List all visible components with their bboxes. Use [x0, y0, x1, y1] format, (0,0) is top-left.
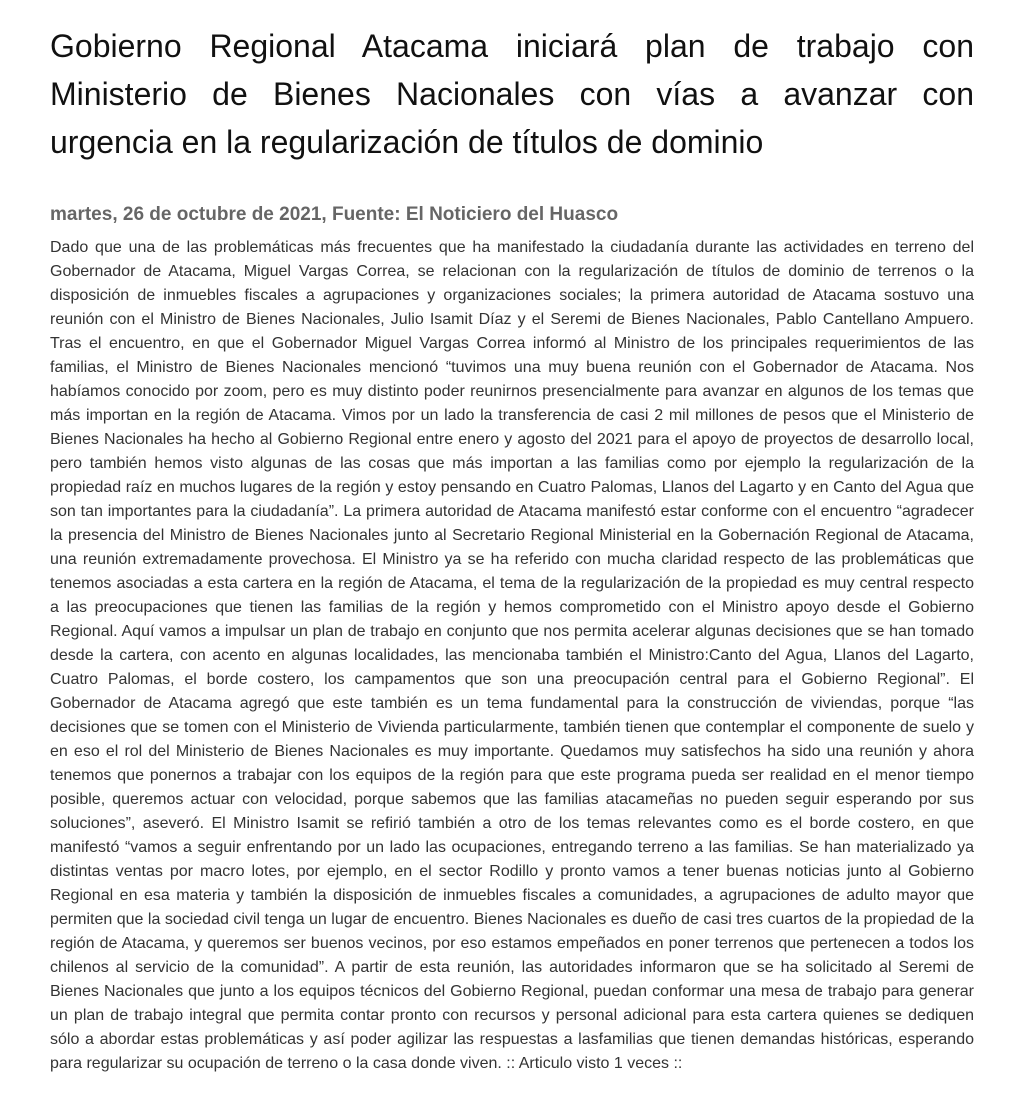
- article-title: Gobierno Regional Atacama iniciará plan de trabajo con Ministerio de Bienes Nacionales con vías a avanzar con urgencia en la regularización de títulos de dominio: [50, 28, 974, 160]
- article-body: Dado que una de las problemáticas más frecuentes que ha manifestado la ciudadanía durante las actividades en terreno del Gobernador de Atacama, Miguel Vargas Correa, se relacionan con la regularización de títulos de dominio de terrenos o la disposición de inmuebles fiscales a agrupaciones y organizaciones sociales; la primera autoridad de Atacama sostuvo una reunión con el Ministro de Bienes Nacionales, Julio Isamit Díaz y el Seremi de Bienes Nacionales, Pablo Cantellano Ampuero. Tras el encuentro, en que el Gobernador Miguel Vargas Correa informó al Ministro de los principales requerimientos de las familias, el Ministro de Bienes Nacionales mencionó “tuvimos una muy buena reunión con el Gobernador de Atacama. Nos habíamos conocido por zoom, pero es muy distinto poder reunirnos presencialmente para avanzar en algunos de los temas que más importan en la región de Atacama. Vimos por un lado la transferencia de casi 2 mil millones de pesos que el Ministerio de Bienes Nacionales ha hecho al Gobierno Regional entre enero y agosto del 2021 para el apoyo de proyectos de desarrollo local, pero también hemos visto algunas de las cosas que más importan a las familias como por ejemplo la regularización de la propiedad raíz en muchos lugares de la región y estoy pensando en Cuatro Palomas, Llanos del Lagarto y en Canto del Agua que son tan importantes para la ciudadanía”. La primera autoridad de Atacama manifestó estar conforme con el encuentro “agradecer la presencia del Ministro de Bienes Nacionales junto al Secretario Regional Ministerial en la Gobernación Regional de Atacama, una reunión extremadamente provechosa. El Ministro ya se ha referido con mucha claridad respecto de las problemáticas que tenemos asociadas a esta cartera en la región de Atacama, el tema de la regularización de la propiedad es muy central respecto a las preocupaciones que tienen las familias de la región y hemos comprometido con el Ministro apoyo desde el Gobierno Regional. Aquí vamos a impulsar un plan de trabajo en conjunto que nos permita acelerar algunas decisiones que se han tomado desde la cartera, con acento en algunas localidades, las mencionaba también el Ministro:Canto del Agua, Llanos del Lagarto, Cuatro Palomas, el borde costero, los campamentos que son una preocupación central para el Gobierno Regional”. El Gobernador de Atacama agregó que este también es un tema fundamental para la construcción de viviendas, porque “las decisiones que se tomen con el Ministerio de Vivienda particularmente, también tienen que contemplar el componente de suelo y en eso el rol del Ministerio de Bienes Nacionales es muy importante. Quedamos muy satisfechos ha sido una reunión y ahora tenemos que ponernos a trabajar con los equipos de la región para que este programa pueda ser realidad en el menor tiempo posible, queremos actuar con velocidad, porque sabemos que las familias atacameñas no pueden seguir esperando por sus soluciones”, aseveró. El Ministro Isamit se refirió también a otro de los temas relevantes como es el borde costero, en que manifestó “vamos a seguir enfrentando por un lado las ocupaciones, entregando terreno a las familias. Se han materializado ya distintas ventas por macro lotes, por ejemplo, en el sector Rodillo y pronto vamos a tener buenas noticias junto al Gobierno Regional en esa materia y también la disposición de inmuebles fiscales a comunidades, a agrupaciones de adulto mayor que permiten que la sociedad civil tenga un lugar de encuentro. Bienes Nacionales es dueño de casi tres cuartos de la propiedad de la región de Atacama, y queremos ser buenos vecinos, por eso estamos empeñados en poner terrenos que pertenecen a todos los chilenos al servicio de la comunidad”. A partir de esta reunión, las autoridades informaron que se ha solicitado al Seremi de Bienes Nacionales que junto a los equipos técnicos del Gobierno Regional, puedan conformar una mesa de trabajo para generar un plan de trabajo integral que permita contar pronto con recursos y personal adicional para esta cartera quienes se dediquen sólo a abordar estas problemáticas y así poder agilizar las respuestas a lasfamilias que tienen demandas históricas, esperando para regularizar su ocupación de terreno o la casa donde viven. :: Articulo visto 1 veces ::: [50, 239, 974, 1072]
- article-meta: martes, 26 de octubre de 2021, Fuente: El Noticiero del Huasco: [50, 204, 619, 225]
